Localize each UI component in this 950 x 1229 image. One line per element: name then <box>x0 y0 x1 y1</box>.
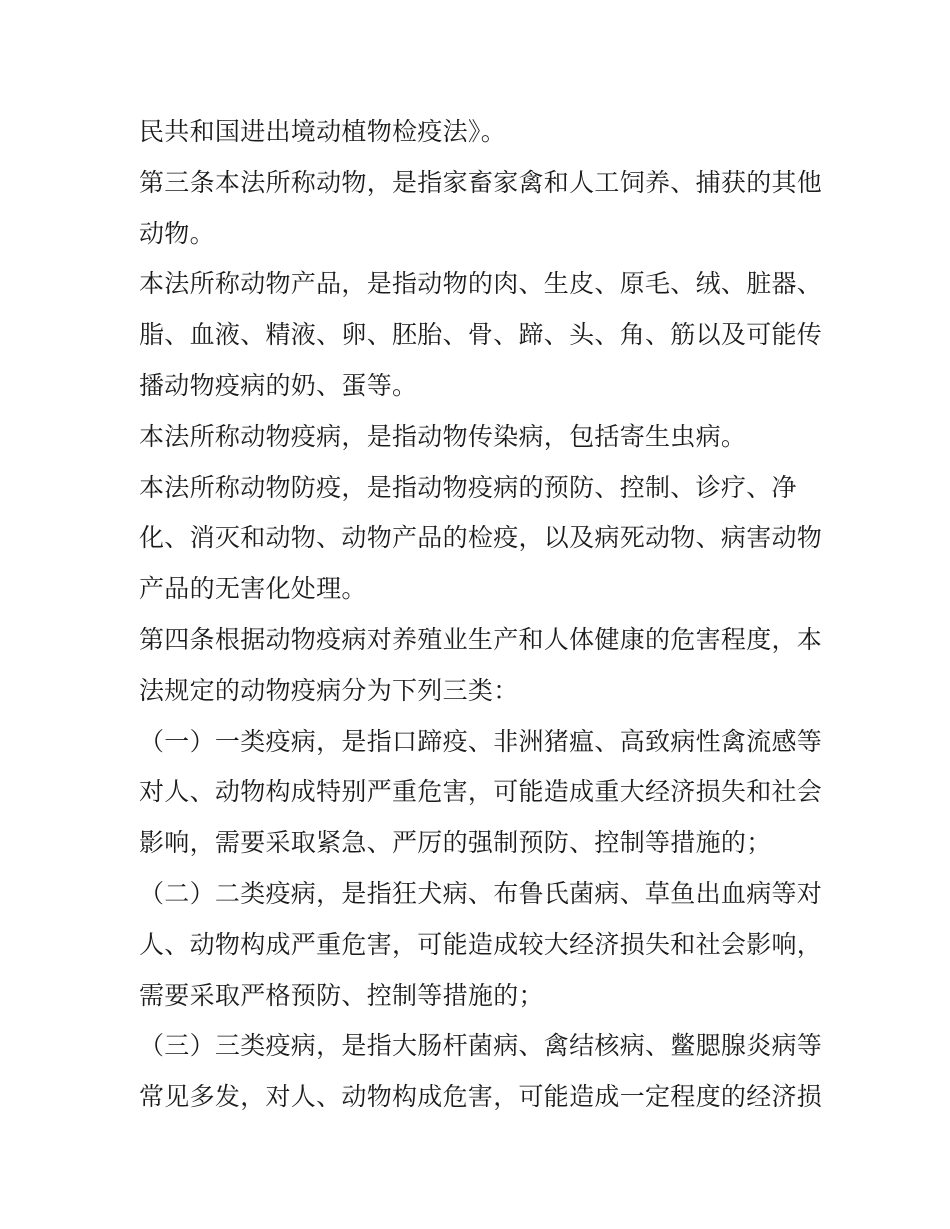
text-line: 需要采取严格预防、控制等措施的； <box>139 980 544 1010</box>
text-line: 本法所称动物产品，是指动物的肉、生皮、原毛、绒、脏器、 <box>139 269 823 299</box>
text-line: 人、动物构成严重危害，可能造成较大经济损失和社会影响， <box>139 929 823 959</box>
text-line: 民共和国进出境动植物检疫法》。 <box>139 117 507 146</box>
text-line: 播动物疫病的奶、蛋等。 <box>139 370 418 400</box>
text-line: （一）一类疫病，是指口蹄疫、非洲猪瘟、高致病性禽流感等 <box>139 726 823 756</box>
text-line: 第四条根据动物疫病对养殖业生产和人体健康的危害程度，本 <box>139 624 823 654</box>
text-line: 化、消灭和动物、动物产品的检疫，以及病死动物、病害动物 <box>139 523 823 553</box>
text-line: （二）二类疫病，是指狂犬病、布鲁氏菌病、草鱼出血病等对 <box>139 878 823 908</box>
text-line: 动物。 <box>139 218 215 248</box>
document-body <box>139 107 829 1123</box>
text-line: 法规定的动物疫病分为下列三类： <box>139 675 519 705</box>
text-line: （三）三类疫病，是指大肠杆菌病、禽结核病、鳖腮腺炎病等 <box>139 1031 823 1061</box>
text-line: 本法所称动物疫病，是指动物传染病，包括寄生虫病。 <box>139 421 747 451</box>
text-line: 常见多发，对人、动物构成危害，可能造成一定程度的经济损 <box>139 1082 823 1112</box>
text-line: 影响，需要采取紧急、严厉的强制预防、控制等措施的； <box>139 828 772 858</box>
text-line: 第三条本法所称动物，是指家畜家禽和人工饲养、捕获的其他 <box>139 167 823 197</box>
text-line: 产品的无害化处理。 <box>139 574 367 604</box>
text-line: 对人、动物构成特别严重危害，可能造成重大经济损失和社会 <box>139 777 823 807</box>
text-line: 本法所称动物防疫，是指动物疫病的预防、控制、诊疗、净 <box>139 472 797 502</box>
text-line: 脂、血液、精液、卵、胚胎、骨、蹄、头、角、筋以及可能传 <box>139 320 823 350</box>
